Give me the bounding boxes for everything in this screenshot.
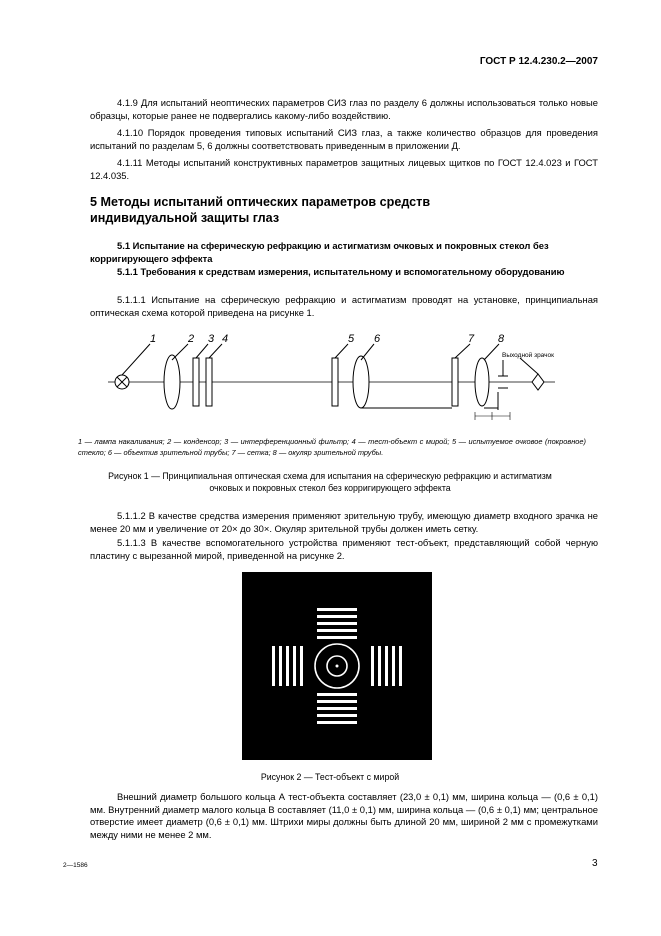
- clause-4-1-11: 4.1.11 Методы испытаний конструктивных параметров защитных лицевых щитков по ГОСТ 12.4.023 и ГОСТ 12.4.035.: [90, 157, 598, 181]
- label-5: 5: [348, 333, 355, 345]
- objective-lens: [353, 356, 369, 408]
- subsection-5-1-1: 5.1.1 Требования к средствам измерения, испытательному и вспомогательному оборудованию: [117, 266, 565, 277]
- label-6: 6: [374, 333, 381, 345]
- paragraph-ring-dimensions: Внешний диаметр большого кольца А тест-объекта составляет (23,0 ± 0,1) мм, ширина кольца — (0,6 ± 0,1) мм. Внутренний диаметр малого кольца В составляет (11,0 ± 0,1) мм, ширина кольца — (0,6 ± 0,1) мм; центральное отверстие имеет диаметр (0,6 ± 0,1) мм. Штрихи миры должны быть длиной 20 мм, шириной 2 мм с промежутками между ними не менее 2 мм.: [90, 791, 598, 840]
- paragraph-5-1-1-1: 5.1.1.1 Испытание на сферическую рефракцию и астигматизм проводят на установке, принципиальная оптическая схема которой приведена на рисунке 1.: [90, 294, 598, 318]
- figure-1-caption-line-1: Рисунок 1 — Принципиальная оптическая схема для испытания на сферическую рефракцию и астигматизм: [108, 471, 552, 481]
- page-number: 3: [592, 858, 598, 869]
- figure-2-caption: Рисунок 2 — Тест-объект с мирой: [260, 772, 400, 782]
- figure-1-caption-line-2: очковых и покровных стекол без корригирующего эффекта: [209, 483, 451, 493]
- optical-scheme-figure: [100, 330, 560, 430]
- label-4: 4: [222, 333, 229, 345]
- clause-4-1-9: 4.1.9 Для испытаний неоптических параметров СИЗ глаз по разделу 6 должны использоваться только новые образцы, которые ранее не подвергались какому-либо воздействию.: [90, 97, 598, 121]
- label-8: 8: [498, 333, 505, 345]
- exit-pupil-symbol: [532, 374, 544, 390]
- paragraph-5-1-1-2: 5.1.1.2 В качестве средства измерения применяют зрительную трубу, имеющую диаметр входного зрачка не менее 20 мм и увеличение от 20× до 30×. Окуляр зрительной трубы должен иметь сетку.: [90, 510, 598, 534]
- exit-pupil-label: Выходной зрачок: [502, 352, 555, 359]
- filter-plate: [193, 358, 199, 406]
- condenser-lens: [164, 355, 180, 409]
- sample-glass: [332, 358, 338, 406]
- standard-header: ГОСТ Р 12.4.230.2—2007: [479, 56, 598, 67]
- label-2: 2: [188, 333, 195, 345]
- clause-4-1-10: 4.1.10 Порядок проведения типовых испытаний СИЗ глаз, а также количество образцов для проведения испытаний по разделам 5, 6 должны соответствовать приведенным в приложении Д.: [90, 127, 598, 151]
- figure-1-legend: 1 — лампа накаливания; 2 — конденсор; 3 — интерференционный фильтр; 4 — тест-объект с мирой; 5 — испытуемое очковое (покровное) стекло; 6 — объектив зрительной трубы; 7 — сетка; 8 — окуляр зрительной трубы.: [78, 437, 586, 457]
- eyepiece-lens: [475, 358, 489, 406]
- test-object-figure: [242, 572, 432, 760]
- reticle-plate: [452, 358, 458, 406]
- test-object-plate: [206, 358, 212, 406]
- label-7: 7: [468, 333, 475, 345]
- center-hole: [336, 665, 339, 668]
- section-5-title-line-2: индивидуальной защиты глаз: [90, 211, 280, 225]
- paragraph-5-1-1-3: 5.1.1.3 В качестве вспомогательного устройства применяют тест-объект, представляющий собой черную пластину с вырезанной мирой, приведенной на рисунке 2.: [90, 537, 598, 561]
- section-5-title-line-1: 5 Методы испытаний оптических параметров средств: [90, 195, 431, 209]
- subsection-5-1: 5.1 Испытание на сферическую рефракцию и астигматизм очковых и покровных стекол без корригирующего эффекта: [90, 240, 549, 264]
- label-3: 3: [208, 333, 215, 345]
- label-1: 1: [150, 333, 157, 345]
- print-code: 2—1586: [63, 862, 88, 869]
